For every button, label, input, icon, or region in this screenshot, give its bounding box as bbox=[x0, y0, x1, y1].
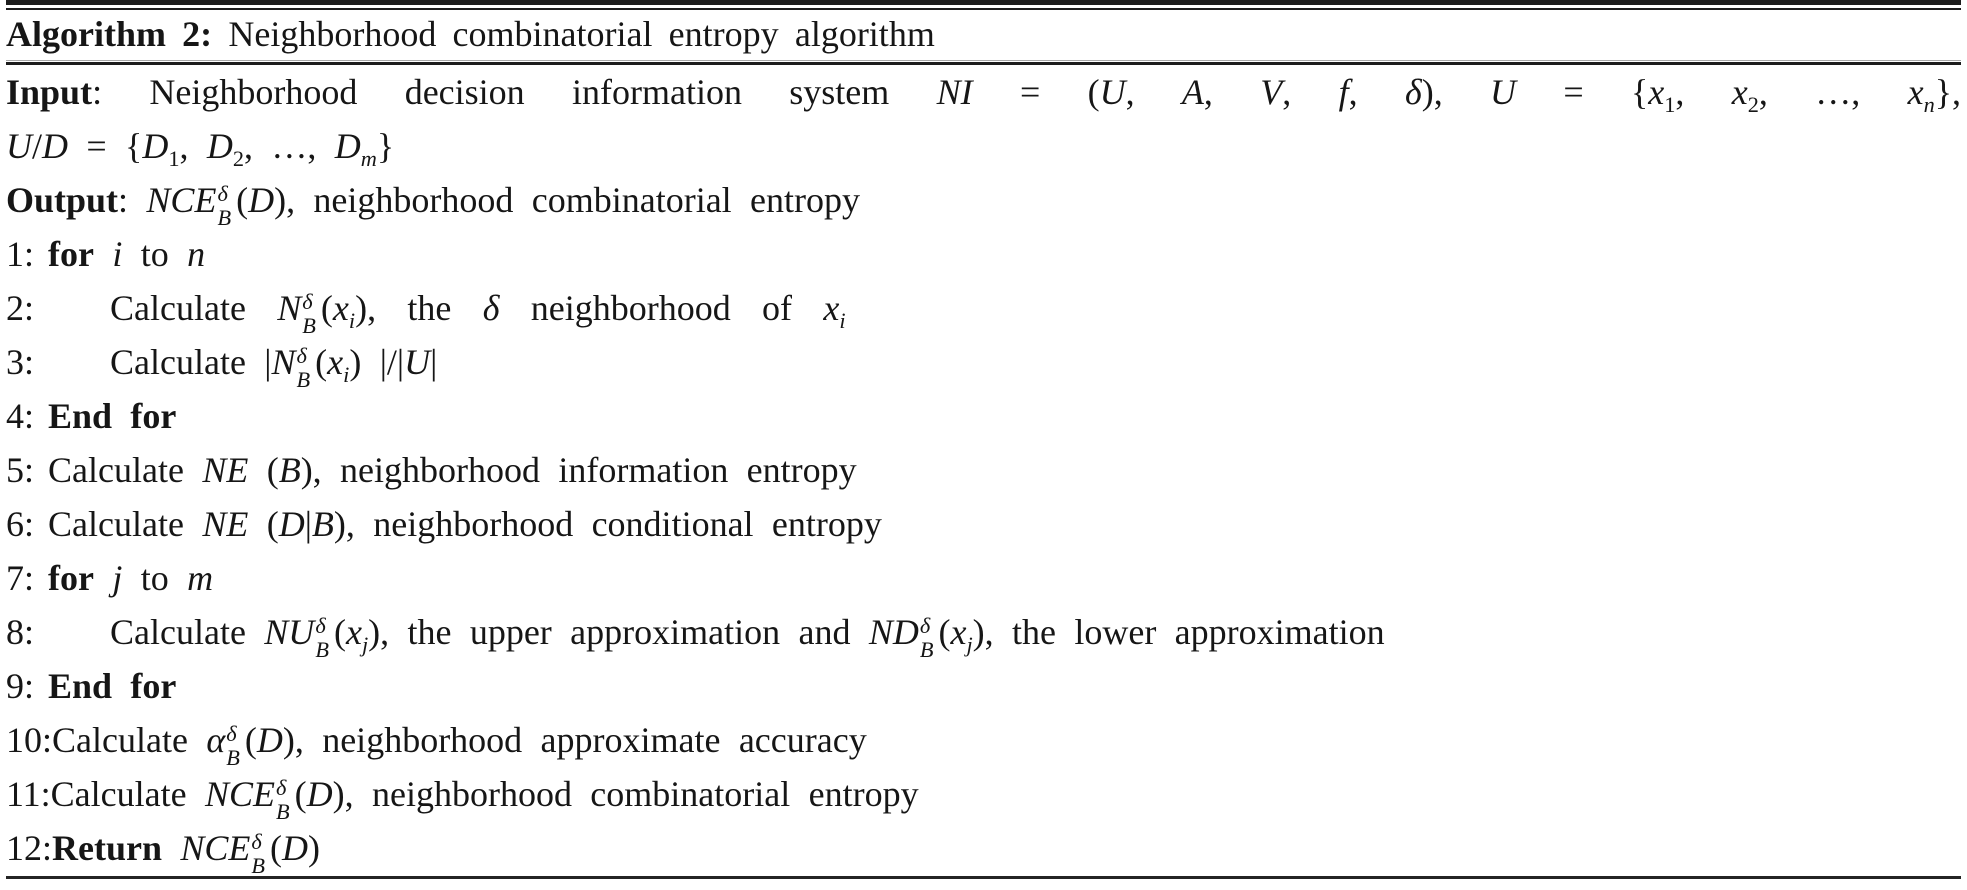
text-segment bbox=[94, 558, 112, 598]
step-8 bbox=[6, 605, 1961, 662]
text-segment: for bbox=[48, 558, 94, 598]
text-segment: ), neighborhood combinatorial entropy bbox=[274, 180, 861, 220]
text-segment: ), the upper approximation and bbox=[368, 612, 869, 652]
text-segment bbox=[226, 722, 240, 769]
subscript: B bbox=[226, 744, 240, 770]
text-segment: 8: bbox=[6, 612, 35, 652]
top-rule-thick bbox=[6, 0, 1961, 5]
input-line-1 bbox=[6, 65, 1961, 119]
text-segment: $D_m$ bbox=[334, 126, 377, 172]
superscript: δ bbox=[296, 343, 307, 369]
text-segment bbox=[276, 776, 290, 823]
superscript: δ bbox=[226, 721, 237, 747]
text-segment: = { bbox=[1516, 72, 1649, 112]
text-segment: Calculate bbox=[48, 504, 203, 544]
text-segment: $x_i$ bbox=[327, 342, 350, 388]
text-segment: δ bbox=[1404, 72, 1422, 112]
subscript: i bbox=[839, 308, 846, 334]
text-segment: Calculate bbox=[48, 450, 203, 490]
text-segment: B bbox=[311, 504, 334, 544]
text-segment: , …, bbox=[1758, 72, 1908, 112]
text-segment: $x_i$ bbox=[332, 288, 356, 334]
text-segment: ) bbox=[308, 828, 321, 868]
text-segment: NI bbox=[936, 72, 973, 112]
subscript: B bbox=[302, 312, 316, 338]
text-segment: : Neighborhood decision information system bbox=[92, 72, 937, 112]
text-segment: 6: bbox=[6, 504, 35, 544]
text-segment: 3: bbox=[6, 342, 35, 382]
step-2 bbox=[6, 281, 1961, 338]
text-segment: ( bbox=[315, 342, 328, 382]
text-segment: ( bbox=[270, 828, 283, 868]
text-segment: 7: bbox=[6, 558, 35, 598]
text-segment: δ bbox=[482, 288, 500, 328]
subscript: B bbox=[919, 636, 934, 662]
text-segment: Neighborhood combinatorial entropy algorithm bbox=[212, 14, 935, 54]
text-segment: $x_2$ bbox=[1731, 72, 1759, 118]
text-segment: | bbox=[430, 342, 438, 382]
superscript: δ bbox=[919, 613, 931, 639]
input-line-2 bbox=[6, 119, 1961, 173]
text-segment: ( bbox=[236, 180, 249, 220]
title-rule-shadow bbox=[6, 60, 1961, 61]
text-segment: D bbox=[248, 180, 275, 220]
output-line bbox=[6, 173, 1961, 230]
text-segment: Calculate bbox=[110, 612, 265, 652]
text-segment: 10: bbox=[6, 720, 53, 760]
text-segment: , bbox=[179, 126, 207, 166]
text-segment: : bbox=[118, 180, 147, 220]
text-segment: i bbox=[112, 234, 123, 274]
text-segment: m bbox=[187, 558, 214, 598]
subscript: B bbox=[315, 636, 329, 662]
superscript: δ bbox=[315, 613, 326, 639]
text-segment bbox=[162, 828, 180, 868]
text-segment: = ( bbox=[972, 72, 1100, 112]
subscript: j bbox=[966, 632, 973, 658]
text-segment: $x_j$ bbox=[345, 612, 369, 658]
superscript: δ bbox=[217, 181, 228, 207]
text-segment: $x_1$ bbox=[1648, 72, 1676, 118]
text-segment: for bbox=[48, 234, 94, 274]
text-segment: $D_1$ bbox=[142, 126, 180, 172]
text-segment: , bbox=[1282, 72, 1339, 112]
text-segment: , bbox=[1675, 72, 1732, 112]
step-9 bbox=[6, 659, 1961, 713]
text-segment: U bbox=[404, 342, 431, 382]
text-segment: NE bbox=[202, 504, 249, 544]
text-segment: NU bbox=[264, 612, 315, 652]
step-10 bbox=[6, 713, 1961, 770]
text-segment: ) |/| bbox=[349, 342, 405, 382]
text-segment: End for bbox=[48, 666, 177, 706]
text-segment: 5: bbox=[6, 450, 35, 490]
text-segment: 9: bbox=[6, 666, 35, 706]
text-segment: Calculate bbox=[110, 288, 278, 328]
text-segment: $D_2$ bbox=[206, 126, 245, 172]
text-segment: } bbox=[376, 126, 395, 166]
step-7 bbox=[6, 551, 1961, 605]
text-segment: }, bbox=[1934, 72, 1961, 112]
subscript: m bbox=[360, 146, 377, 172]
text-segment: to bbox=[122, 558, 188, 598]
step-3 bbox=[6, 335, 1961, 392]
text-segment: j bbox=[112, 558, 123, 598]
text-segment: NE bbox=[202, 450, 249, 490]
subscript: B bbox=[251, 852, 266, 878]
text-segment: ), neighborhood information entropy bbox=[300, 450, 857, 490]
subscript: n bbox=[1923, 92, 1935, 118]
text-segment: Algorithm 2: bbox=[6, 14, 213, 54]
step-1 bbox=[6, 227, 1961, 281]
subscript: i bbox=[348, 308, 356, 334]
text-segment: $x_j$ bbox=[950, 612, 973, 658]
text-segment: , bbox=[1203, 72, 1261, 112]
text-segment: ), neighborhood approximate accuracy bbox=[282, 720, 867, 760]
text-segment: D bbox=[278, 504, 305, 544]
text-segment: α bbox=[206, 720, 226, 760]
text-segment: D bbox=[306, 774, 333, 814]
text-segment: ), the lower approximation bbox=[972, 612, 1385, 652]
text-segment: , …, bbox=[244, 126, 335, 166]
text-segment: 4: bbox=[6, 396, 35, 436]
bottom-rule bbox=[6, 876, 1961, 879]
text-segment: 11: bbox=[6, 774, 51, 814]
text-segment: End for bbox=[48, 396, 177, 436]
step-5 bbox=[6, 443, 1961, 497]
text-segment: neighborhood of bbox=[499, 288, 824, 328]
text-segment: ), neighborhood combinatorial entropy bbox=[332, 774, 919, 814]
text-segment bbox=[302, 290, 316, 337]
text-segment: 12: bbox=[6, 828, 53, 868]
text-segment: U bbox=[1099, 72, 1126, 112]
step-12 bbox=[6, 821, 1961, 878]
text-segment: , bbox=[1125, 72, 1182, 112]
text-segment: 1: bbox=[6, 234, 35, 274]
algorithm-title bbox=[6, 10, 1961, 59]
text-segment: Calculate bbox=[50, 774, 205, 814]
text-segment bbox=[217, 182, 231, 229]
superscript: δ bbox=[302, 289, 313, 315]
text-segment: ( bbox=[248, 504, 279, 544]
subscript: 2 bbox=[1747, 92, 1759, 118]
subscript: j bbox=[361, 632, 369, 658]
subscript: 1 bbox=[168, 146, 180, 172]
superscript: δ bbox=[275, 775, 287, 801]
subscript: B bbox=[217, 204, 232, 230]
text-segment: ( bbox=[333, 612, 346, 652]
text-segment: Calculate bbox=[52, 720, 207, 760]
text-segment: N bbox=[271, 342, 296, 382]
text-segment: / bbox=[32, 126, 43, 166]
step-6 bbox=[6, 497, 1961, 551]
text-segment: $x_n$ bbox=[1907, 72, 1935, 118]
text-segment bbox=[920, 614, 934, 661]
subscript: B bbox=[275, 798, 290, 824]
text-segment: Input bbox=[6, 72, 93, 112]
text-segment: U bbox=[6, 126, 32, 166]
text-segment: to bbox=[122, 234, 188, 274]
text-segment: B bbox=[278, 450, 301, 490]
text-segment: Calculate | bbox=[110, 342, 272, 382]
text-segment: Return bbox=[52, 828, 163, 868]
text-segment: $x_i$ bbox=[823, 288, 846, 334]
text-segment bbox=[297, 344, 311, 391]
text-segment: A bbox=[1181, 72, 1204, 112]
text-segment bbox=[251, 830, 265, 877]
text-segment: NCE bbox=[204, 774, 275, 814]
text-segment: ( bbox=[294, 774, 307, 814]
text-segment: ), neighborhood conditional entropy bbox=[333, 504, 882, 544]
text-segment: ( bbox=[244, 720, 257, 760]
text-segment: NCE bbox=[146, 180, 217, 220]
text-segment: | bbox=[304, 504, 312, 544]
text-segment: D bbox=[282, 828, 309, 868]
text-segment: Output bbox=[6, 180, 119, 220]
text-segment bbox=[315, 614, 329, 661]
text-segment: ), bbox=[1421, 72, 1491, 112]
step-4 bbox=[6, 389, 1961, 443]
text-segment: D bbox=[256, 720, 283, 760]
text-segment: ND bbox=[868, 612, 919, 652]
text-segment: 2: bbox=[6, 288, 35, 328]
text-segment: ( bbox=[938, 612, 951, 652]
text-segment: ( bbox=[248, 450, 279, 490]
step-11 bbox=[6, 767, 1961, 824]
text-segment: D bbox=[42, 126, 69, 166]
text-segment: , bbox=[1348, 72, 1405, 112]
text-segment: n bbox=[187, 234, 206, 274]
text-segment: N bbox=[277, 288, 302, 328]
text-segment: f bbox=[1338, 72, 1349, 112]
text-segment bbox=[94, 234, 112, 274]
text-segment: NCE bbox=[180, 828, 251, 868]
subscript: 2 bbox=[232, 146, 245, 172]
text-segment: = { bbox=[68, 126, 143, 166]
subscript: i bbox=[343, 362, 350, 388]
text-segment: V bbox=[1260, 72, 1283, 112]
superscript: δ bbox=[251, 829, 262, 855]
text-segment: ), the bbox=[355, 288, 483, 328]
subscript: 1 bbox=[1664, 92, 1676, 118]
subscript: B bbox=[296, 366, 311, 392]
text-segment: ( bbox=[320, 288, 333, 328]
text-segment: U bbox=[1490, 72, 1517, 112]
